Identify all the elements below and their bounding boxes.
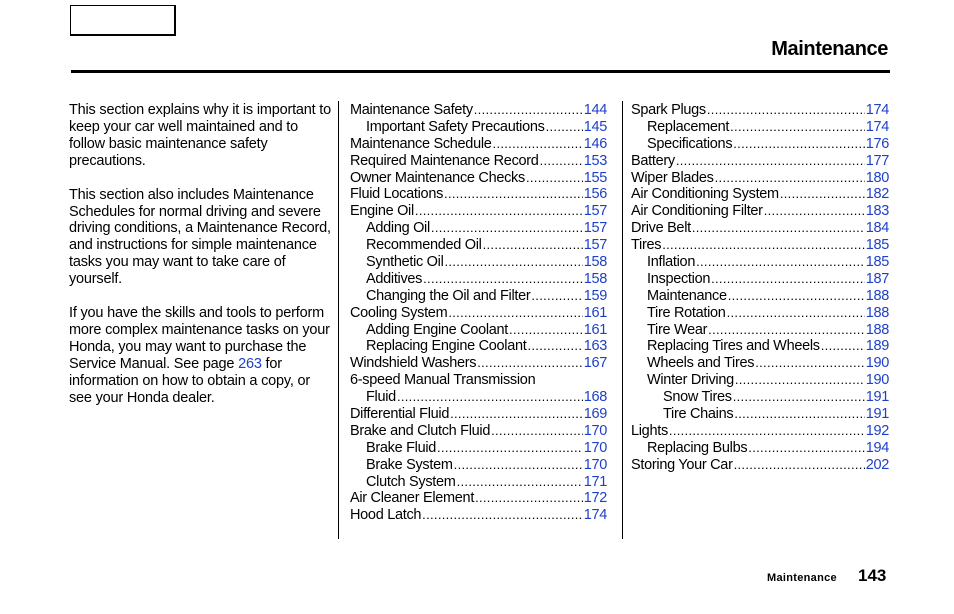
- toc-page-number[interactable]: 174: [583, 507, 607, 524]
- toc-page-number[interactable]: 190: [865, 372, 889, 389]
- toc-entry[interactable]: [350, 305, 607, 322]
- toc-entry-label: Tire Wear: [647, 321, 708, 338]
- toc-leader-dots: [527, 338, 582, 355]
- toc-page-number[interactable]: 188: [865, 287, 889, 304]
- toc-leader-dots: [748, 440, 864, 457]
- toc-page-number[interactable]: 156: [583, 186, 607, 203]
- toc-entry-label: Owner Maintenance Checks: [350, 169, 525, 186]
- toc-entry[interactable]: [631, 338, 889, 355]
- toc-leader-dots: [474, 102, 583, 119]
- toc-entry-label: Storing Your Car: [631, 456, 733, 473]
- toc-entry[interactable]: [350, 102, 607, 119]
- toc-entry[interactable]: [631, 254, 889, 271]
- toc-leader-dots: [780, 186, 865, 203]
- toc-entry[interactable]: [350, 474, 607, 491]
- toc-entry-label: Engine Oil: [350, 203, 414, 220]
- toc-entry-label: Adding Oil: [366, 220, 430, 237]
- toc-leader-dots: [448, 305, 582, 322]
- toc-page-number[interactable]: 169: [583, 406, 607, 423]
- toc-entry[interactable]: [631, 305, 889, 322]
- toc-entry-label: Important Safety Precautions: [366, 118, 545, 135]
- toc-page-number[interactable]: 182: [865, 186, 889, 203]
- toc-page-number[interactable]: 177: [865, 152, 889, 169]
- toc-leader-dots: [423, 271, 583, 288]
- toc-leader-dots: [457, 474, 583, 491]
- toc-leader-dots: [696, 254, 865, 271]
- toc-entry-label: Replacing Bulbs: [647, 439, 748, 456]
- toc-leader-dots: [708, 322, 865, 339]
- toc-page-number[interactable]: 202: [865, 456, 889, 473]
- toc-leader-dots: [662, 237, 865, 254]
- toc-leader-dots: [764, 203, 865, 220]
- toc-entry[interactable]: [350, 288, 607, 305]
- toc-page-number[interactable]: 155: [583, 169, 607, 186]
- intro-paragraph-1: This section explains why it is important to keep your car well maintained and to follow basic maintenance safety precautions.: [69, 102, 331, 169]
- title-divider: [71, 70, 890, 73]
- toc-entry[interactable]: [350, 457, 607, 474]
- toc-entry[interactable]: [631, 406, 889, 423]
- toc-page-number[interactable]: 161: [583, 321, 607, 338]
- toc-entry[interactable]: [350, 372, 607, 389]
- toc-leader-dots: [509, 322, 583, 339]
- toc-leader-dots: [669, 423, 865, 440]
- toc-entry[interactable]: [350, 220, 607, 237]
- toc-entry-label: Cooling System: [350, 304, 448, 321]
- column-divider-right: [622, 101, 623, 539]
- service-manual-page-link[interactable]: 263: [238, 355, 262, 372]
- toc-entry-label: Brake and Clutch Fluid: [350, 422, 491, 439]
- toc-leader-dots: [715, 170, 865, 187]
- toc-entry-label: Air Conditioning Filter: [631, 203, 763, 220]
- toc-page-number[interactable]: 158: [583, 254, 607, 271]
- toc-leader-dots: [415, 203, 583, 220]
- toc-entry-label: Replacing Tires and Wheels: [647, 338, 820, 355]
- toc-entry[interactable]: [631, 170, 889, 187]
- toc-page-number[interactable]: 145: [583, 118, 607, 135]
- toc-entry[interactable]: [631, 389, 889, 406]
- toc-page-number[interactable]: 191: [865, 389, 889, 406]
- toc-entry[interactable]: [350, 186, 607, 203]
- toc-entry[interactable]: [631, 119, 889, 136]
- toc-leader-dots: [475, 490, 583, 507]
- toc-page-number[interactable]: 192: [865, 422, 889, 439]
- toc-page-number[interactable]: 189: [865, 338, 889, 355]
- toc-leader-dots: [707, 102, 865, 119]
- toc-page-number[interactable]: 183: [865, 203, 889, 220]
- toc-entry[interactable]: [631, 355, 889, 372]
- toc-entry-label: Windshield Washers: [350, 355, 477, 372]
- toc-leader-dots: [755, 355, 864, 372]
- toc-page-number[interactable]: 174: [865, 102, 889, 118]
- toc-leader-dots: [531, 288, 582, 305]
- toc-page-number[interactable]: 146: [583, 135, 607, 152]
- toc-page-number[interactable]: 191: [865, 406, 889, 423]
- toc-entry[interactable]: [350, 271, 607, 288]
- toc-page-number[interactable]: 170: [583, 439, 607, 456]
- toc-entry[interactable]: [631, 203, 889, 220]
- toc-entry[interactable]: [350, 237, 607, 254]
- toc-page-number[interactable]: 171: [583, 473, 607, 490]
- toc-entry-label: 6-speed Manual Transmission: [350, 372, 536, 389]
- toc-entry[interactable]: [350, 338, 607, 355]
- toc-page-number[interactable]: 157: [583, 203, 607, 220]
- toc-page-number[interactable]: 188: [865, 304, 889, 321]
- toc-entry-label: Differential Fluid: [350, 406, 450, 423]
- intro-paragraph-3-start: If you have the skills and tools to perform more complex maintenance tasks on your Honda, you may want to purchase the Service Manual. See page: [69, 305, 330, 372]
- toc-entry[interactable]: [350, 203, 607, 220]
- toc-page-number[interactable]: 180: [865, 169, 889, 186]
- toc-entry-label: Required Maintenance Record: [350, 152, 539, 169]
- toc-page-number[interactable]: 176: [865, 135, 889, 152]
- toc-entry-label: Recommended Oil: [366, 237, 482, 254]
- toc-leader-dots: [437, 440, 583, 457]
- toc-entry[interactable]: [350, 423, 607, 440]
- toc-entry[interactable]: [350, 170, 607, 187]
- intro-paragraph-3: [69, 305, 331, 406]
- page-title: Maintenance: [771, 38, 888, 60]
- toc-entry-label: Air Cleaner Element: [350, 490, 475, 507]
- toc-leader-dots: [730, 119, 865, 136]
- toc-page-number[interactable]: 170: [583, 422, 607, 439]
- toc-page-number[interactable]: 184: [865, 220, 889, 237]
- toc-entry-label: Adding Engine Coolant: [366, 321, 509, 338]
- toc-entry[interactable]: [631, 136, 889, 153]
- toc-entry[interactable]: [350, 355, 607, 372]
- toc-entry-label: Replacing Engine Coolant: [366, 338, 527, 355]
- toc-entry[interactable]: [350, 490, 607, 507]
- toc-entry-label: Lights: [631, 422, 668, 439]
- toc-leader-dots: [733, 136, 864, 153]
- toc-page-number[interactable]: 194: [865, 439, 889, 456]
- toc-leader-dots: [444, 186, 583, 203]
- toc-page-number[interactable]: 185: [865, 254, 889, 271]
- toc-entry-label: Clutch System: [366, 473, 456, 490]
- toc-entry-label: Fluid: [366, 389, 396, 406]
- toc-leader-dots: [431, 220, 583, 237]
- toc-entry[interactable]: [350, 119, 607, 136]
- toc-page-number[interactable]: 185: [865, 237, 889, 254]
- toc-leader-dots: [735, 372, 865, 389]
- toc-entry[interactable]: [350, 153, 607, 170]
- toc-page-number[interactable]: 161: [583, 304, 607, 321]
- toc-entry-label: Spark Plugs: [631, 102, 706, 118]
- toc-column-2: [631, 102, 889, 474]
- intro-paragraph-3-end: for information on how to obtain a copy, or see your Honda dealer.: [69, 355, 310, 406]
- toc-entry[interactable]: [631, 102, 889, 119]
- toc-page-number[interactable]: 157: [583, 220, 607, 237]
- toc-page-number[interactable]: 172: [583, 490, 607, 507]
- toc-page-number[interactable]: 157: [583, 237, 607, 254]
- toc-page-number[interactable]: 158: [583, 270, 607, 287]
- toc-entry[interactable]: [631, 237, 889, 254]
- toc-entry[interactable]: [631, 322, 889, 339]
- toc-entry[interactable]: [631, 372, 889, 389]
- toc-entry-label: Drive Belt: [631, 220, 691, 237]
- intro-paragraph-2: This section also includes Maintenance Schedules for normal driving and severe driving conditions, a Maintenance Record, and instructions for simple maintenance tasks you may want to take care of yourself.: [69, 186, 331, 288]
- toc-entry-label: Brake Fluid: [366, 439, 437, 456]
- toc-entry[interactable]: [350, 406, 607, 423]
- toc-entry[interactable]: [350, 136, 607, 153]
- toc-leader-dots: [733, 389, 865, 406]
- toc-leader-dots: [422, 507, 583, 524]
- toc-leader-dots: [445, 254, 583, 271]
- toc-entry-label: Tire Rotation: [647, 304, 726, 321]
- toc-entry-label: Winter Driving: [647, 372, 734, 389]
- toc-page-number[interactable]: 168: [583, 389, 607, 406]
- toc-entry-label: Maintenance Safety: [350, 102, 473, 118]
- toc-entry[interactable]: [350, 322, 607, 339]
- toc-entry-label: Changing the Oil and Filter: [366, 287, 531, 304]
- intro-text: [69, 102, 331, 424]
- toc-entry-label: Specifications: [647, 135, 733, 152]
- toc-entry[interactable]: [631, 423, 889, 440]
- toc-entry-label: Air Conditioning System: [631, 186, 779, 203]
- toc-entry-label: Wiper Blades: [631, 169, 714, 186]
- toc-entry-label: Replacement: [647, 118, 730, 135]
- toc-entry[interactable]: [631, 457, 889, 474]
- toc-entry-label: Snow Tires: [663, 389, 732, 406]
- toc-leader-dots: [727, 305, 865, 322]
- toc-leader-dots: [454, 457, 583, 474]
- toc-page-number[interactable]: 144: [583, 102, 607, 118]
- toc-entry-label: Additives: [366, 270, 423, 287]
- toc-leader-dots: [676, 153, 865, 170]
- toc-leader-dots: [546, 119, 583, 136]
- toc-leader-dots: [450, 406, 583, 423]
- toc-entry[interactable]: [350, 440, 607, 457]
- toc-leader-dots: [734, 457, 865, 474]
- toc-entry-label: Inflation: [647, 254, 696, 271]
- toc-entry-label: Brake System: [366, 456, 453, 473]
- toc-leader-dots: [728, 288, 865, 305]
- footer-page-number: 143: [858, 566, 887, 585]
- toc-leader-dots: [397, 389, 583, 406]
- toc-leader-dots: [711, 271, 865, 288]
- toc-entry[interactable]: [631, 440, 889, 457]
- toc-entry-label: Tire Chains: [663, 406, 734, 423]
- column-divider-left: [338, 101, 339, 539]
- toc-leader-dots: [483, 237, 583, 254]
- toc-entry[interactable]: [631, 186, 889, 203]
- footer-section-label: Maintenance: [767, 572, 837, 584]
- toc-entry-label: Hood Latch: [350, 507, 422, 524]
- toc-page-number[interactable]: 167: [583, 355, 607, 372]
- toc-leader-dots: [493, 136, 583, 153]
- toc-leader-dots: [692, 220, 865, 237]
- toc-entry-label: Maintenance: [647, 287, 727, 304]
- toc-entry-label: Wheels and Tires: [647, 355, 755, 372]
- toc-leader-dots: [477, 355, 582, 372]
- toc-page-number[interactable]: 174: [865, 118, 889, 135]
- toc-entry[interactable]: [631, 220, 889, 237]
- toc-leader-dots: [734, 406, 864, 423]
- section-tab-box: [70, 5, 176, 36]
- toc-page-number[interactable]: 163: [583, 338, 607, 355]
- toc-page-number[interactable]: 170: [583, 456, 607, 473]
- toc-entry-label: Synthetic Oil: [366, 254, 444, 271]
- toc-page-number[interactable]: 153: [583, 152, 607, 169]
- toc-page-number[interactable]: 188: [865, 321, 889, 338]
- toc-entry[interactable]: [350, 254, 607, 271]
- toc-leader-dots: [540, 153, 583, 170]
- toc-entry[interactable]: [350, 389, 607, 406]
- toc-entry[interactable]: [631, 271, 889, 288]
- toc-entry[interactable]: [631, 153, 889, 170]
- toc-page-number[interactable]: 187: [865, 270, 889, 287]
- toc-leader-dots: [821, 338, 865, 355]
- toc-page-number[interactable]: 190: [865, 355, 889, 372]
- toc-entry-label: Inspection: [647, 270, 711, 287]
- toc-leader-dots: [526, 170, 583, 187]
- toc-entry[interactable]: [350, 507, 607, 524]
- toc-entry-label: Maintenance Schedule: [350, 135, 492, 152]
- toc-column-1: [350, 102, 607, 524]
- toc-leader-dots: [491, 423, 583, 440]
- toc-page-number[interactable]: 159: [583, 287, 607, 304]
- toc-entry-label: Battery: [631, 152, 675, 169]
- toc-entry[interactable]: [631, 288, 889, 305]
- toc-entry-label: Fluid Locations: [350, 186, 444, 203]
- toc-entry-label: Tires: [631, 237, 662, 254]
